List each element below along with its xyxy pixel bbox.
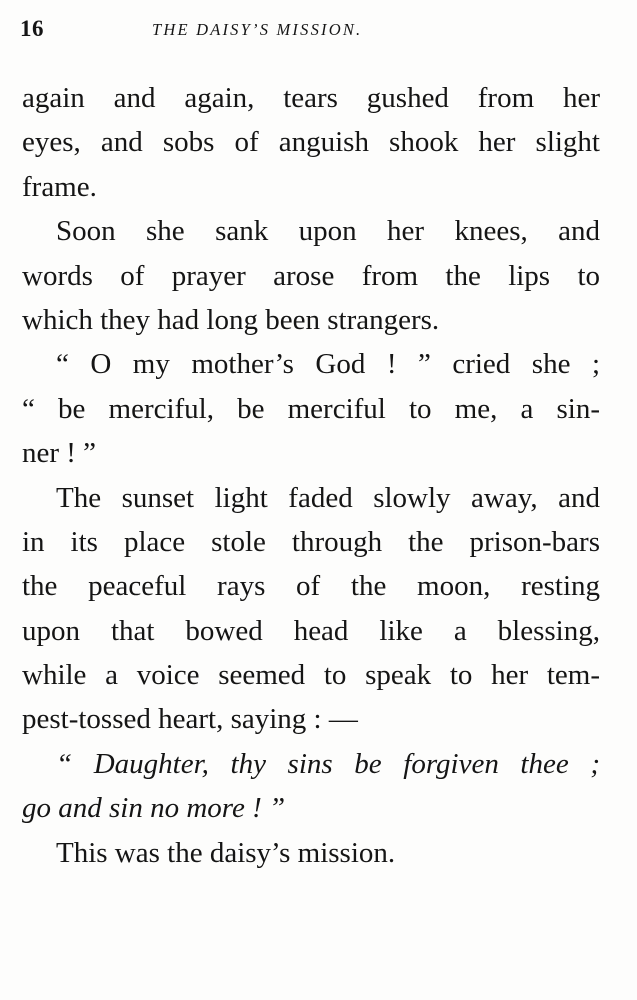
text-line: Soon she sank upon her knees, and xyxy=(56,215,600,248)
text-line: eyes, and sobs of anguish shook her slight xyxy=(22,126,600,159)
page-number: 16 xyxy=(20,16,44,41)
text-line: pest-tossed heart, saying : — xyxy=(22,703,358,736)
text-line: in its place stole through the prison-bars xyxy=(22,525,600,558)
text-line: while a voice seemed to speak to her tem- xyxy=(22,659,600,692)
text-line: This was the daisy’s mission. xyxy=(56,836,396,869)
text-line: “ be merciful, be merciful to me, a sin- xyxy=(22,392,600,425)
body-text xyxy=(22,76,600,875)
running-head: THE DAISY’S MISSION. xyxy=(152,20,363,39)
text-line: “ O my mother’s God ! ” cried she ; xyxy=(56,348,600,381)
text-line: again and again, tears gushed from her xyxy=(22,82,600,114)
text-line: frame. xyxy=(22,170,97,203)
text-line: which they had long been strangers. xyxy=(22,303,440,336)
text-line: ner ! ” xyxy=(22,437,97,470)
text-line: The sunset light faded slowly away, and xyxy=(56,481,600,514)
scripture-quote-line: “ Daughter, thy sins be forgiven thee ; xyxy=(56,747,600,780)
page-header xyxy=(20,16,600,48)
text-line: upon that bowed head like a blessing, xyxy=(22,614,600,647)
text-line: words of prayer arose from the lips to xyxy=(22,259,600,292)
text-line: the peaceful rays of the moon, resting xyxy=(22,570,600,603)
scripture-quote-line: go and sin no more ! ” xyxy=(22,792,286,825)
